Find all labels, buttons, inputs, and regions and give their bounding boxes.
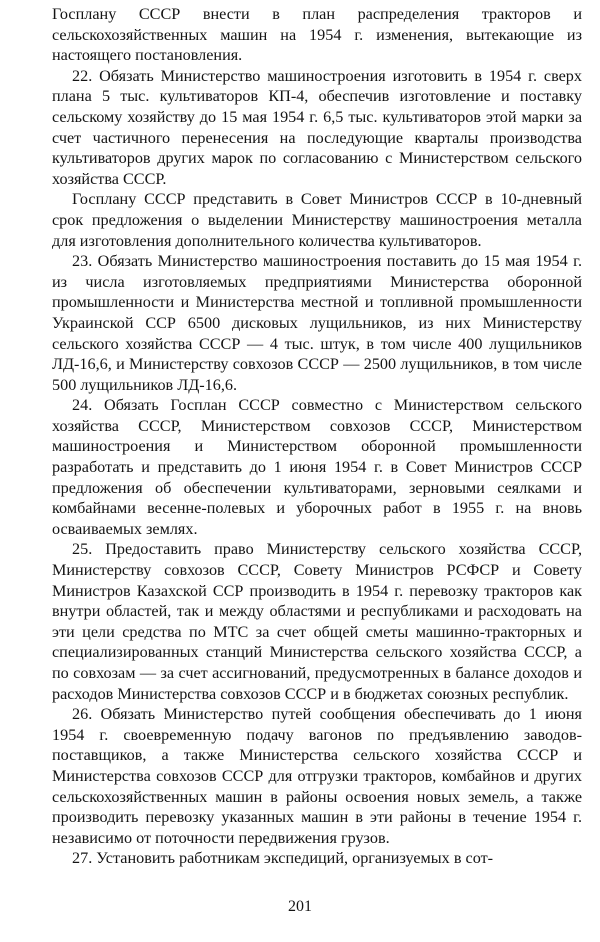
paragraph-24: 24. Обязать Госплан СССР совместно с Министерством сельского хозяйства СССР, Министерством совхозов СССР, Министерством машиностроения и Министерством оборонной промышленности разработать и представить до 1 июня 1954 г. в Совет Министров СССР предложения об обеспечении культиваторами, зерновыми сеялками и комбайнами весенне-полевых и уборочных работ в 1955 г. на вновь осваиваемых землях. [52, 396, 582, 538]
paragraph-gosplan-metal: Госплану СССР представить в Совет Министров СССР в 10-дневный срок предложения о выделении Министерству машиностроения металла для изготовления дополнительного количества культиваторов. [52, 190, 582, 250]
paragraph-25: 25. Предоставить право Министерству сельского хозяйства СССР, Министерству совхозов СССР, Совету Министров РСФСР и Совету Министров Казахской ССР производить в 1954 г. перевозку тракторов как внутри областей, так и между областями и республиками и расходовать на эти цели средства по МТС за счет общей сметы машинно-тракторных и специализированных станций Министерства сельского хозяйства СССР, а по совхозам — за счет ассигнований, предусмотренных в балансе доходов и расходов Министерства совхозов СССР и в бюджетах союзных республик. [52, 540, 582, 703]
paragraph-26: 26. Обязать Министерство путей сообщения обеспечивать до 1 июня 1954 г. своевременную подачу вагонов по предъявлению заводов-поставщиков, а также Министерства сельского хозяйства СССР и Министерства совхозов СССР для отгрузки тракторов, комбайнов и других сельскохозяйственных машин в районы освоения новых земель, а также производить перевозку указанных машин в эти районы в течение 1954 г. независимо от поточности передвижения грузов. [52, 705, 582, 847]
paragraph-gosplan-plan: Госплану СССР внести в план распределения тракторов и сельскохозяйственных машин на 1954 г. изменения, вытекающие из настоящего постановления. [52, 5, 582, 65]
page-number: 201 [288, 898, 312, 915]
paragraph-27: 27. Установить работникам экспедиций, организуемых в сот- [72, 849, 494, 868]
paragraph-22: 22. Обязать Министерство машиностроения изготовить в 1954 г. сверх плана 5 тыс. культиваторов КП-4, обеспечив изготовление и поставку сельскому хозяйству до 15 мая 1954 г. 6,5 тыс. культиваторов этой марки за счет частичного перенесения на последующие кварталы производства культиваторов других марок по согласованию с Министерством сельского хозяйства СССР. [52, 66, 582, 188]
document-page [52, 4, 582, 869]
paragraph-23: 23. Обязать Министерство машиностроения поставить до 15 мая 1954 г. из числа изготовляемых предприятиями Министерства оборонной промышленности и Министерства местной и топливной промышленности Украинской ССР 6500 дисковых лущильников, из них Министерству сельского хозяйства СССР — 4 тыс. штук, в том числе 400 лущильников ЛД-16,6, и Министерству совхозов СССР — 2500 лущильников, в том числе 500 лущильников ЛД-16,6. [52, 252, 582, 394]
